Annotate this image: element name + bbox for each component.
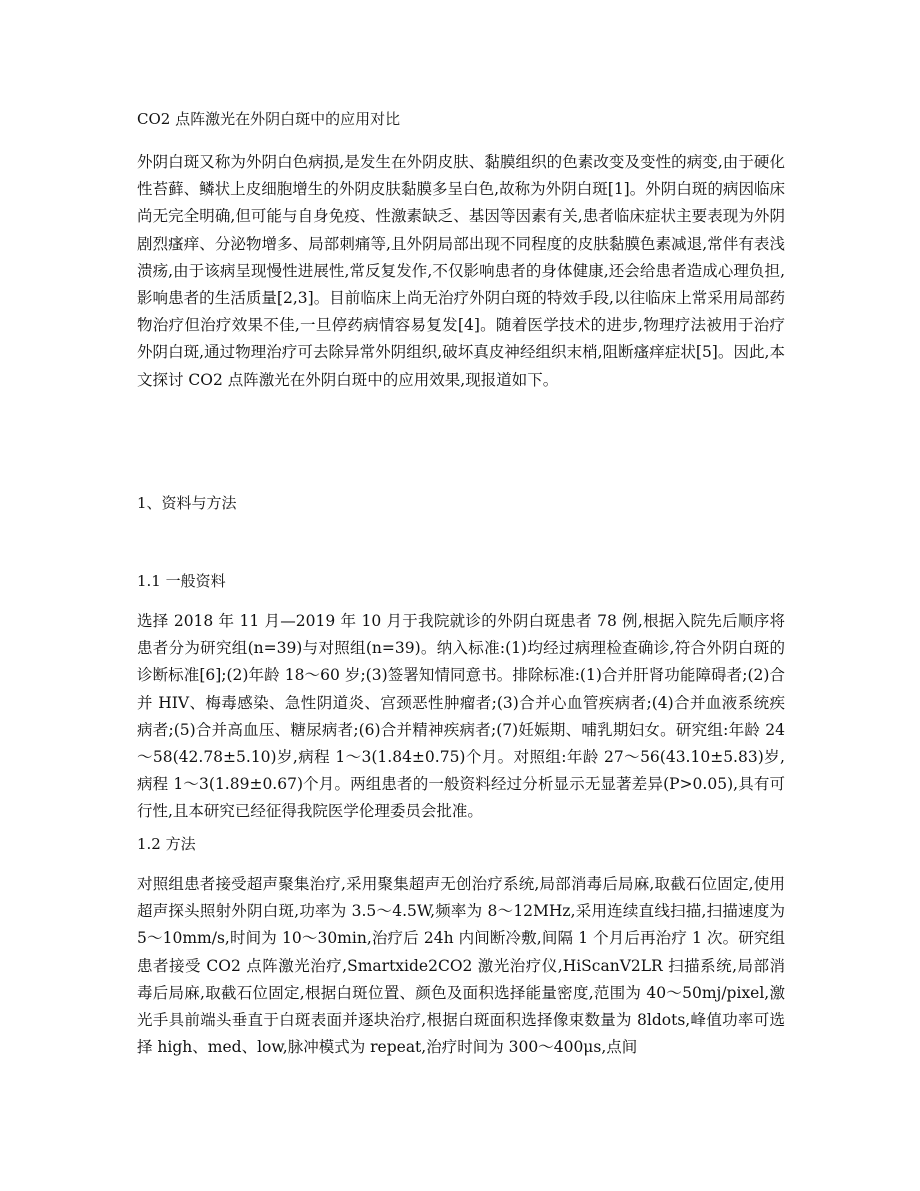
- subsection-heading-general-data: 1.1 一般资料: [137, 572, 226, 590]
- general-data-paragraph: 选择 2018 年 11 月—2019 年 10 月于我院就诊的外阴白斑患者 78 例,根据入院先后顺序将患者分为研究组(n=39)与对照组(n=39)。纳入标准:(1)均经过病理检查确诊,符合外阴白斑的诊断标准[6];(2)年龄 18～60 岁;(3)签署知情同意书。排除标准:(1)合并肝肾功能障碍者;(2)合并 HIV、梅毒感染、急性阴道炎、宫颈恶性肿瘤者;(3)合并心血管疾病者;(4)合并血液系统疾病者;(5)合并高血压、糖尿病者;(6)合并精神疾病者;(7)妊娠期、哺乳期妇女。研究组:年龄 24～58(42.78±5.10)岁,病程 1～3(1.84±0.75)个月。对照组:年龄 27～56(43.10±5.83)岁,病程 1～3(1.89±0.67)个月。两组患者的一般资料经过分析显示无显著差异(P>0.05),具有可行性,且本研究已经征得我院医学伦理委员会批准。: [137, 612, 785, 821]
- document-title: CO2 点阵激光在外阴白斑中的应用对比: [137, 110, 401, 128]
- methods-paragraph: 对照组患者接受超声聚集治疗,采用聚集超声无创治疗系统,局部消毒后局麻,取截石位固定,使用超声探头照射外阴白斑,功率为 3.5～4.5W,频率为 8～12MHz,采用连续直线扫描,扫描速度为 5～10mm/s,时间为 10～30min,治疗后 24h 内间断冷敷,间隔 1 个月后再治疗 1 次。研究组患者接受 CO2 点阵激光治疗,Smartxide2CO2 激光治疗仪,HiScanV2LR 扫描系统,局部消毒后局麻,取截石位固定,根据白斑位置、颜色及面积选择能量密度,范围为 40～50mj/pixel,激光手具前端头垂直于白斑表面并逐块治疗,根据白斑面积选择像束数量为 8ldots,峰值功率可选择 high、med、low,脉冲模式为 repeat,治疗时间为 300～400μs,点间: [137, 875, 785, 1057]
- intro-paragraph: 外阴白斑又称为外阴白色病损,是发生在外阴皮肤、黏膜组织的色素改变及变性的病变,由于硬化性苔藓、鳞状上皮细胞增生的外阴皮肤黏膜多呈白色,故称为外阴白斑[1]。外阴白斑的病因临床尚无完全明确,但可能与自身免疫、性激素缺乏、基因等因素有关,患者临床症状主要表现为外阴剧烈瘙痒、分泌物增多、局部刺痛等,且外阴局部出现不同程度的皮肤黏膜色素减退,常伴有表浅溃疡,由于该病呈现慢性进展性,常反复发作,不仅影响患者的身体健康,还会给患者造成心理负担,影响患者的生活质量[2,3]。目前临床上尚无治疗外阴白斑的特效手段,以往临床上常采用局部药物治疗但治疗效果不佳,一旦停药病情容易复发[4]。随着医学技术的进步,物理疗法被用于治疗外阴白斑,通过物理治疗可去除异常外阴组织,破坏真皮神经组织末梢,阻断瘙痒症状[5]。因此,本文探讨 CO2 点阵激光在外阴白斑中的应用效果,现报道如下。: [137, 153, 785, 389]
- section-heading-materials-methods: 1、资料与方法: [137, 494, 237, 512]
- subsection-heading-methods: 1.2 方法: [137, 835, 196, 853]
